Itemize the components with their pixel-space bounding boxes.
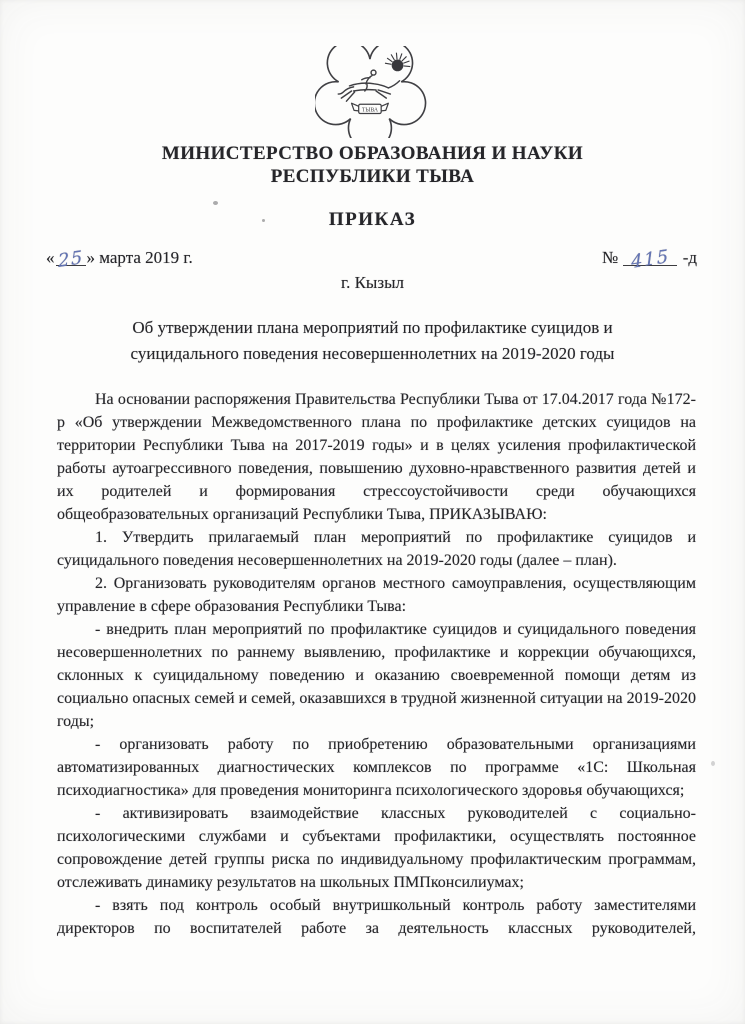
ministry-name (0, 142, 745, 188)
emblem-banner-text: ТЫВА (361, 107, 378, 114)
number-suffix: -д (682, 248, 697, 267)
order-title-line1: Об утверждении плана мероприятий по профилактике суицидов и (132, 318, 613, 337)
body-paragraph: На основании распоряжения Правительства Республики Тыва от 17.04.2017 года №172-р «Об утверждении Межведомственного плана по профилактике детских суицидов на территории Республики Тыва на 2017-2019 годы» и в целях усиления профилактической работы аутоагрессивного поведения, повышению духовно-нравственного развития детей и их родителей и формирования стрессоустойчивости среди обучающихся общеобразовательных организаций Республики Тыва, ПРИКАЗЫВАЮ: (57, 391, 696, 523)
emblem-flower-outline (315, 46, 426, 138)
body-paragraph: - организовать работу по приобретению образовательными организациями автоматизированных диагностических комплексов по программе «1С: Школьная психодиагностика» для проведения мониторинга психологического здоровья обучающихся; (57, 736, 696, 799)
number-label: № (601, 248, 619, 267)
number-field (601, 245, 697, 274)
body-paragraph: - внедрить план мероприятий по профилактике суицидов и суицидального поведения несовершеннолетних по раннему выявлению, профилактике и коррекции обучающихся, склонных к суицидальному поведению и оказанию своевременной помощи детям из социально опасных семей и семей, оказавшихся в трудной жизненной ситуации на 2019-2020 годы; (57, 621, 696, 730)
ministry-name-line1: МИНИСТЕРСТВО ОБРАЗОВАНИЯ И НАУКИ (161, 143, 584, 164)
order-title (0, 315, 745, 367)
order-title-line2: суицидального поведения несовершеннолетних на 2019-2020 годы (130, 344, 615, 363)
body-paragraph: 1. Утвердить прилагаемый план мероприятий по профилактике суицидов и суицидального поведения несовершеннолетних на 2019-2020 годы (далее – план). (57, 529, 696, 569)
city-line: г. Кызыл (341, 273, 404, 292)
date-day-slot (56, 246, 86, 273)
date-open-quote: « (46, 248, 55, 267)
number-slot (623, 245, 677, 274)
date-field (46, 246, 193, 273)
body-paragraph: - активизировать взаимодействие классных руководителей с социально-психологическими службами и субъектами профилактики, осуществлять постоянное сопровождение детей группы риска по индивидуальному профилактическим программам, отслеживать динамику результатов на школьных ПМПконсилиумах; (57, 805, 696, 891)
document-body (57, 388, 696, 940)
date-rest: » марта 2019 г. (86, 248, 193, 267)
scan-speck (213, 201, 218, 205)
ministry-name-line2: РЕСПУБЛИКИ ТЫВА (270, 166, 475, 187)
body-paragraph: - взять под контроль особый внутришкольный контроль работу заместителями директоров по воспитателей работе за деятельность классных руководителей, (57, 897, 696, 937)
scan-speck (711, 761, 715, 766)
body-paragraph: 2. Организовать руководителям органов местного самоуправления, осуществляющим управление в сфере образования Республики Тыва: (57, 575, 696, 615)
scan-speck (262, 219, 265, 222)
date-number-row (46, 245, 697, 274)
document-type-heading: ПРИКАЗ (328, 209, 417, 230)
handwritten-number: 415 (630, 245, 671, 274)
handwritten-day: 25 (57, 246, 84, 273)
tyva-coat-of-arms-logo (315, 46, 431, 138)
